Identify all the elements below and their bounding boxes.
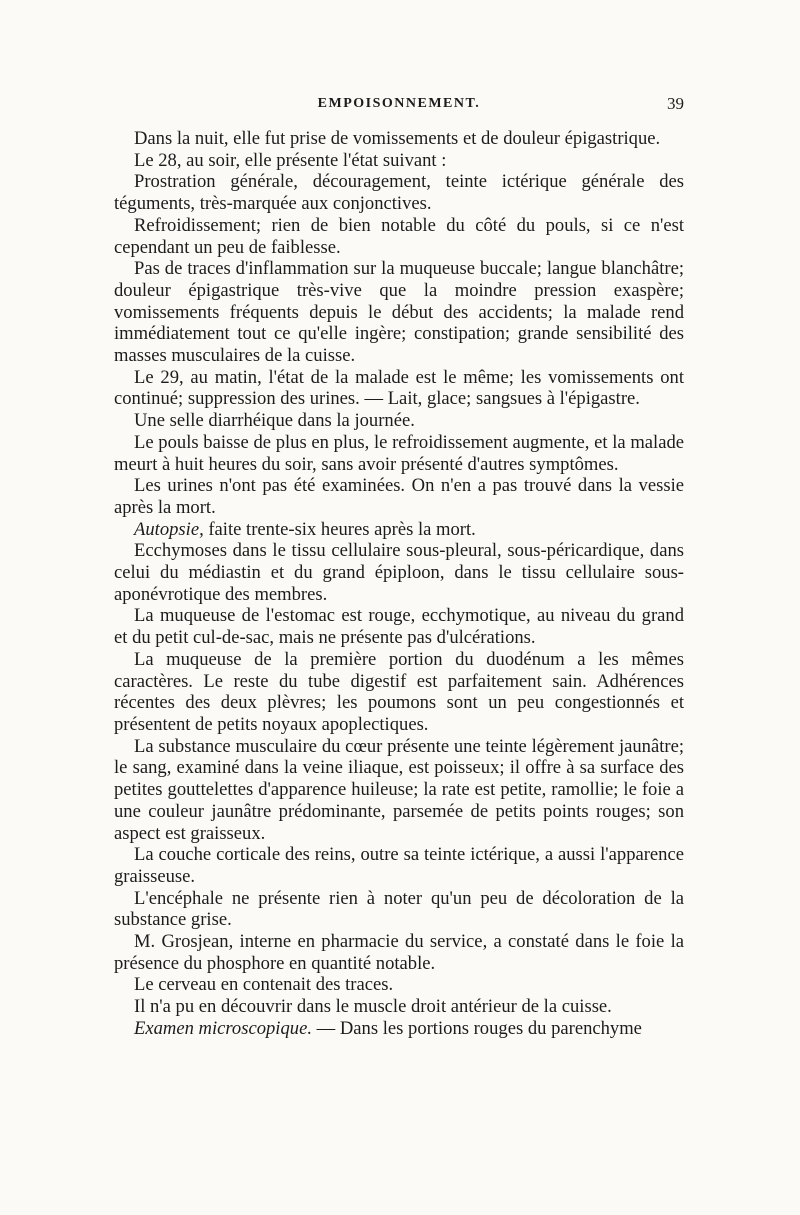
paragraph-examen [114,1018,684,1040]
paragraph [114,367,684,410]
paragraph [114,844,684,887]
paragraph [114,432,684,475]
paragraph-text: Le cerveau en contenait des traces. [134,974,394,996]
paragraph-text: Prostration générale, découragement, teinte ictérique générale des téguments, très-marquée aux conjonctives. [114,171,684,215]
paragraph [114,888,684,931]
paragraph-text: Le pouls baisse de plus en plus, le refroidissement augmente, et la malade meurt à huit heures du soir, sans avoir présenté d'autres symptômes. [114,431,684,475]
paragraph-text: Le 28, au soir, elle présente l'état suivant : [134,149,447,171]
paragraph-text: La muqueuse de l'estomac est rouge, ecchymotique, au niveau du grand et du petit cul-de-sac, mais ne présente pas d'ulcérations. [114,605,684,649]
paragraph-text: Le 29, au matin, l'état de la malade est le même; les vomissements ont continué; suppression des urines. — Lait, glace; sangsues à l'épigastre. [114,366,684,410]
paragraph [114,649,684,736]
paragraph [114,171,684,214]
paragraph [114,150,684,172]
paragraph [114,215,684,258]
paragraph-autopsie [114,519,684,541]
paragraph-text: La couche corticale des reins, outre sa teinte ictérique, a aussi l'apparence graisseuse. [114,844,684,887]
running-title: EMPOISONNEMENT. [317,96,481,111]
paragraph [114,931,684,974]
page-header [114,92,684,122]
page-number: 39 [667,94,684,113]
paragraph-text: L'encéphale ne présente rien à noter qu'un peu de décoloration de la substance grise. [114,887,684,931]
paragraph-text: La substance musculaire du cœur présente une teinte légèrement jaunâtre; le sang, examiné dans la veine iliaque, est poisseux; il offre à sa surface des petites gouttelettes d'apparence huileuse; la rate est petite, ramollie; le foie a une couleur jaunâtre prédominante, parsemée de petits points rouges; son aspect est graisseux. [114,735,684,844]
paragraph [114,605,684,648]
paragraph-text: Ecchymoses dans le tissu cellulaire sous-pleural, sous-péricardique, dans celui du médiastin et du grand épiploon, dans le tissu cellulaire sous-aponévrotique des membres. [114,540,684,605]
paragraph [114,258,684,367]
paragraph [114,736,684,845]
paragraph-text: — Dans les portions rouges du parenchyme [311,1017,642,1039]
paragraph [114,475,684,518]
paragraph-text: Refroidissement; rien de bien notable du côté du pouls, si ce n'est cependant un peu de faiblesse. [114,214,684,258]
paragraph-text: Pas de traces d'inflammation sur la muqueuse buccale; langue blanchâtre; douleur épigastrique très-vive que la moindre pression exaspère; vomissements fréquents depuis le début des accidents; la malade rend immédiatement tout ce qu'elle ingère; constipation; grande sensibilité des masses musculaires de la cuisse. [114,258,684,367]
paragraph-text: Il n'a pu en découvrir dans le muscle droit antérieur de la cuisse. [134,996,612,1018]
paragraph [114,996,684,1018]
paragraph-text: Les urines n'ont pas été examinées. On n'en a pas trouvé dans la vessie après la mort. [114,475,684,518]
paragraph [114,410,684,432]
page-body [114,128,684,1040]
section-lead: Autopsie, [134,518,204,540]
paragraph-text: La muqueuse de la première portion du duodénum a les mêmes caractères. Le reste du tube digestif est parfaitement sain. Adhérences récentes des deux plèvres; les poumons sont un peu congestionnés et présentent de petits noyaux apoplectiques. [114,648,684,735]
paragraph-text: faite trente-six heures après la mort. [203,518,476,540]
paragraph [114,974,684,996]
paragraph-text: Dans la nuit, elle fut prise de vomissements et de douleur épigastrique. [134,128,661,149]
paragraph [114,128,684,150]
paragraph-text: Une selle diarrhéique dans la journée. [134,410,415,432]
paragraph-text: M. Grosjean, interne en pharmacie du service, a constaté dans le foie la présence du phosphore en quantité notable. [114,931,684,974]
section-lead: Examen microscopique. [134,1017,312,1039]
paragraph [114,540,684,605]
